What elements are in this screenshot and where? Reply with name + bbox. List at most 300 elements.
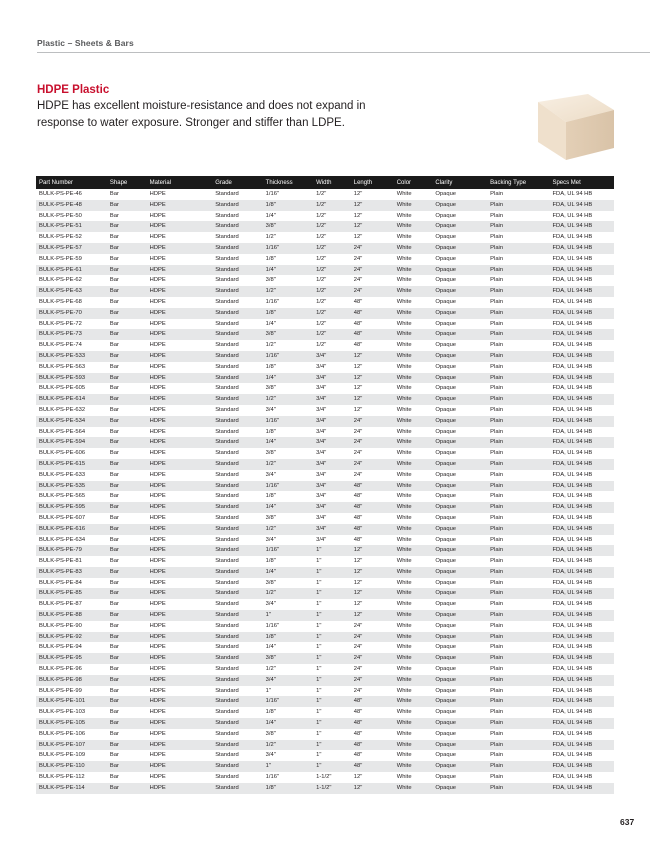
table-cell: 1/2" — [316, 223, 327, 230]
table-cell: 1" — [316, 590, 322, 597]
table-cell: Bar — [109, 471, 119, 478]
table-cell: White — [396, 320, 412, 327]
table-cell: Opaque — [435, 525, 457, 532]
table-cell: Opaque — [435, 558, 457, 565]
table-cell: FDA, UL 94 HB — [552, 309, 593, 316]
table-cell: Plain — [490, 320, 504, 327]
table-cell: White — [396, 763, 412, 770]
table-cell: 3/8" — [265, 450, 276, 457]
table-row — [36, 491, 614, 502]
table-cell: BULK-PS-PE-607 — [39, 514, 86, 521]
table-cell: Bar — [109, 590, 119, 597]
column-header: Grade — [215, 179, 232, 186]
table-cell: HDPE — [149, 309, 166, 316]
table-cell: Plain — [490, 547, 504, 554]
table-cell: Plain — [490, 352, 504, 359]
table-row — [36, 416, 614, 427]
table-cell: Bar — [109, 482, 119, 489]
table-cell: HDPE — [149, 752, 166, 759]
table-cell: FDA, UL 94 HB — [552, 644, 593, 651]
table-cell: FDA, UL 94 HB — [552, 590, 593, 597]
table-cell: 3/4" — [316, 460, 327, 467]
table-cell: 1/8" — [265, 428, 276, 435]
table-cell: FDA, UL 94 HB — [552, 417, 593, 424]
table-cell: BULK-PS-PE-594 — [39, 439, 86, 446]
table-cell: FDA, UL 94 HB — [552, 525, 593, 532]
table-row — [36, 545, 614, 556]
table-cell: 1/16" — [265, 244, 280, 251]
table-cell: FDA, UL 94 HB — [552, 385, 593, 392]
table-cell: Bar — [109, 352, 119, 359]
table-cell: Plain — [490, 601, 504, 608]
table-cell: 3/4" — [316, 428, 327, 435]
table-cell: White — [396, 342, 412, 349]
table-cell: Opaque — [435, 536, 457, 543]
column-header: Backing Type — [490, 179, 527, 186]
table-cell: Bar — [109, 676, 119, 683]
table-cell: Opaque — [435, 223, 457, 230]
table-cell: 1/2" — [316, 266, 327, 273]
table-cell: HDPE — [149, 547, 166, 554]
table-cell: BULK-PS-PE-48 — [39, 201, 82, 208]
table-cell: 12" — [353, 396, 363, 403]
table-cell: FDA, UL 94 HB — [552, 568, 593, 575]
table-cell: Opaque — [435, 741, 457, 748]
table-cell: BULK-PS-PE-83 — [39, 568, 82, 575]
table-header-row — [36, 176, 614, 189]
table-cell: 3/4" — [316, 352, 327, 359]
table-cell: Standard — [215, 201, 239, 208]
table-cell: HDPE — [149, 612, 166, 619]
table-cell: Standard — [215, 428, 239, 435]
table-cell: BULK-PS-PE-114 — [39, 784, 85, 791]
table-cell: 12" — [353, 234, 363, 241]
table-cell: 3/4" — [316, 363, 327, 370]
table-cell: BULK-PS-PE-46 — [39, 191, 82, 197]
table-cell: BULK-PS-PE-88 — [39, 612, 82, 619]
table-cell: Plain — [490, 720, 504, 727]
table-cell: BULK-PS-PE-84 — [39, 579, 82, 586]
table-cell: 1" — [265, 763, 271, 770]
table-cell: 1/2" — [265, 342, 276, 349]
column-header: Specs Met — [552, 179, 581, 186]
table-cell: HDPE — [149, 590, 166, 597]
table-cell: 3/4" — [316, 396, 327, 403]
table-cell: White — [396, 471, 412, 478]
table-cell: Standard — [215, 266, 239, 273]
table-cell: 1/8" — [265, 558, 276, 565]
product-description: HDPE has excellent moisture-resistance and does not expand in response to water exposure. Stronger and stiffer than LDPE. — [37, 100, 366, 129]
table-cell: 48" — [353, 730, 363, 737]
table-cell: Bar — [109, 644, 119, 651]
table-cell: Plain — [490, 309, 504, 316]
table-row — [36, 275, 614, 286]
table-cell: Plain — [490, 385, 504, 392]
table-cell: 48" — [353, 525, 363, 532]
table-cell: 12" — [353, 579, 363, 586]
table-cell: FDA, UL 94 HB — [552, 266, 593, 273]
table-cell: 3/4" — [265, 406, 276, 413]
table-cell: 1" — [316, 752, 322, 759]
table-cell: 1" — [316, 730, 322, 737]
table-cell: White — [396, 352, 412, 359]
table-row — [36, 340, 614, 351]
column-header: Length — [353, 179, 373, 186]
table-cell: 1/8" — [265, 309, 276, 316]
table-cell: 12" — [353, 191, 363, 197]
table-cell: FDA, UL 94 HB — [552, 698, 593, 705]
table-cell: HDPE — [149, 223, 166, 230]
table-cell: FDA, UL 94 HB — [552, 234, 593, 241]
table-row — [36, 470, 614, 481]
table-cell: BULK-PS-PE-106 — [39, 730, 86, 737]
table-cell: HDPE — [149, 342, 166, 349]
table-cell: White — [396, 644, 412, 651]
table-cell: HDPE — [149, 741, 166, 748]
table-cell: HDPE — [149, 191, 166, 197]
table-cell: HDPE — [149, 320, 166, 327]
table-cell: 1" — [316, 741, 322, 748]
page-number: 637 — [620, 817, 635, 827]
table-cell: Standard — [215, 342, 239, 349]
table-cell: FDA, UL 94 HB — [552, 374, 593, 381]
table-cell: HDPE — [149, 655, 166, 662]
table-cell: HDPE — [149, 212, 166, 219]
table-cell: Opaque — [435, 471, 457, 478]
table-cell: White — [396, 601, 412, 608]
table-cell: Plain — [490, 525, 504, 532]
table-cell: 12" — [353, 406, 363, 413]
table-cell: White — [396, 709, 412, 716]
table-cell: HDPE — [149, 774, 166, 781]
table-row — [36, 254, 614, 265]
table-cell: Plain — [490, 212, 504, 219]
table-cell: 3/4" — [316, 514, 327, 521]
table-cell: FDA, UL 94 HB — [552, 363, 593, 370]
table-cell: Bar — [109, 579, 119, 586]
table-cell: Opaque — [435, 191, 457, 197]
table-cell: Opaque — [435, 590, 457, 597]
table-cell: Bar — [109, 514, 119, 521]
table-cell: 1" — [316, 687, 322, 694]
table-cell: BULK-PS-PE-633 — [39, 471, 86, 478]
table-cell: 1/16" — [265, 352, 280, 359]
table-cell: Standard — [215, 774, 239, 781]
table-cell: Standard — [215, 439, 239, 446]
table-cell: HDPE — [149, 352, 166, 359]
table-cell: 24" — [353, 244, 363, 251]
table-cell: Standard — [215, 277, 239, 284]
table-row — [36, 211, 614, 222]
table-cell: Opaque — [435, 374, 457, 381]
table-cell: BULK-PS-PE-101 — [39, 698, 86, 705]
table-cell: Plain — [490, 676, 504, 683]
table-cell: Opaque — [435, 244, 457, 251]
column-header: Shape — [109, 179, 128, 186]
table-cell: HDPE — [149, 493, 166, 500]
table-cell: 1/2" — [316, 342, 327, 349]
table-cell: Standard — [215, 450, 239, 457]
table-cell: HDPE — [149, 687, 166, 694]
table-cell: 3/4" — [316, 525, 327, 532]
table-cell: Standard — [215, 396, 239, 403]
table-cell: 3/4" — [316, 385, 327, 392]
table-cell: HDPE — [149, 504, 166, 511]
table-cell: Bar — [109, 342, 119, 349]
table-cell: 24" — [353, 666, 363, 673]
table-cell: BULK-PS-PE-98 — [39, 676, 82, 683]
table-cell: Standard — [215, 547, 239, 554]
table-cell: HDPE — [149, 298, 166, 305]
table-cell: BULK-PS-PE-564 — [39, 428, 86, 435]
table-cell: 1/4" — [265, 439, 276, 446]
table-cell: 3/4" — [316, 493, 327, 500]
table-cell: FDA, UL 94 HB — [552, 763, 593, 770]
table-cell: Standard — [215, 579, 239, 586]
table-cell: 1" — [316, 579, 322, 586]
table-cell: Bar — [109, 741, 119, 748]
table-cell: BULK-PS-PE-565 — [39, 493, 86, 500]
table-cell: White — [396, 774, 412, 781]
table-cell: HDPE — [149, 482, 166, 489]
table-cell: HDPE — [149, 698, 166, 705]
table-cell: 1" — [316, 763, 322, 770]
table-cell: 1/4" — [265, 374, 276, 381]
table-cell: 1/2" — [316, 288, 327, 295]
table-cell: Opaque — [435, 504, 457, 511]
table-cell: FDA, UL 94 HB — [552, 730, 593, 737]
table-cell: 1/2" — [265, 590, 276, 597]
table-cell: Opaque — [435, 266, 457, 273]
table-cell: Opaque — [435, 622, 457, 629]
table-cell: 1" — [316, 547, 322, 554]
table-cell: Bar — [109, 331, 119, 338]
table-cell: 24" — [353, 687, 363, 694]
table-cell: BULK-PS-PE-535 — [39, 482, 86, 489]
table-cell: Standard — [215, 687, 239, 694]
table-cell: BULK-PS-PE-103 — [39, 709, 86, 716]
table-cell: 48" — [353, 720, 363, 727]
table-cell: HDPE — [149, 428, 166, 435]
table-cell: Bar — [109, 417, 119, 424]
table-cell: 24" — [353, 288, 363, 295]
table-cell: Bar — [109, 288, 119, 295]
table-cell: Plain — [490, 439, 504, 446]
table-cell: Standard — [215, 352, 239, 359]
table-cell: FDA, UL 94 HB — [552, 676, 593, 683]
table-cell: Opaque — [435, 784, 457, 791]
table-cell: Plain — [490, 514, 504, 521]
table-cell: HDPE — [149, 234, 166, 241]
table-row — [36, 610, 614, 621]
table-row — [36, 221, 614, 232]
table-cell: BULK-PS-PE-79 — [39, 547, 82, 554]
table-cell: BULK-PS-PE-534 — [39, 417, 86, 424]
table-cell: White — [396, 363, 412, 370]
table-cell: Standard — [215, 514, 239, 521]
table-cell: FDA, UL 94 HB — [552, 439, 593, 446]
table-cell: Opaque — [435, 363, 457, 370]
table-cell: White — [396, 514, 412, 521]
table-cell: Opaque — [435, 752, 457, 759]
table-cell: Opaque — [435, 687, 457, 694]
table-row — [36, 459, 614, 470]
table-cell: White — [396, 590, 412, 597]
table-cell: White — [396, 406, 412, 413]
table-cell: BULK-PS-PE-57 — [39, 244, 82, 251]
table-cell: Plain — [490, 655, 504, 662]
table-cell: 3/4" — [316, 417, 327, 424]
table-cell: BULK-PS-PE-50 — [39, 212, 82, 219]
table-cell: BULK-PS-PE-85 — [39, 590, 82, 597]
table-cell: BULK-PS-PE-73 — [39, 331, 82, 338]
table-cell: White — [396, 687, 412, 694]
table-cell: White — [396, 720, 412, 727]
table-cell: Plain — [490, 428, 504, 435]
table-cell: Standard — [215, 255, 239, 262]
table-cell: BULK-PS-PE-563 — [39, 363, 86, 370]
table-cell: Opaque — [435, 720, 457, 727]
table-cell: FDA, UL 94 HB — [552, 201, 593, 208]
table-cell: 3/4" — [316, 504, 327, 511]
table-cell: Standard — [215, 612, 239, 619]
table-cell: 1" — [316, 633, 322, 640]
table-row — [36, 394, 614, 405]
table-cell: FDA, UL 94 HB — [552, 601, 593, 608]
table-cell: White — [396, 428, 412, 435]
table-cell: HDPE — [149, 363, 166, 370]
table-cell: 1/4" — [265, 720, 276, 727]
table-cell: Standard — [215, 568, 239, 575]
table-cell: 1" — [316, 622, 322, 629]
table-row — [36, 567, 614, 578]
table-cell: 1/2" — [316, 191, 327, 197]
table-cell: Opaque — [435, 655, 457, 662]
table-row — [36, 578, 614, 589]
table-cell: Bar — [109, 730, 119, 737]
table-cell: 12" — [353, 590, 363, 597]
table-cell: 1/2" — [316, 255, 327, 262]
column-header: Thickness — [265, 179, 293, 186]
table-cell: Plain — [490, 730, 504, 737]
table-row — [36, 351, 614, 362]
table-cell: 1" — [316, 601, 322, 608]
table-cell: HDPE — [149, 514, 166, 521]
table-cell: 48" — [353, 298, 363, 305]
table-cell: 1/8" — [265, 201, 276, 208]
table-cell: 1" — [316, 698, 322, 705]
table-cell: Plain — [490, 342, 504, 349]
table-cell: BULK-PS-PE-606 — [39, 450, 86, 457]
table-row — [36, 783, 614, 794]
table-cell: HDPE — [149, 288, 166, 295]
table-cell: HDPE — [149, 450, 166, 457]
table-cell: 1/2" — [265, 234, 276, 241]
table-row — [36, 686, 614, 697]
table-cell: 48" — [353, 741, 363, 748]
table-cell: Bar — [109, 450, 119, 457]
table-cell: Opaque — [435, 201, 457, 208]
table-cell: Bar — [109, 504, 119, 511]
parts-table — [36, 176, 614, 794]
table-cell: Opaque — [435, 568, 457, 575]
table-cell: BULK-PS-PE-605 — [39, 385, 86, 392]
table-cell: BULK-PS-PE-52 — [39, 234, 82, 241]
table-row — [36, 329, 614, 340]
table-cell: Bar — [109, 234, 119, 241]
table-cell: Plain — [490, 482, 504, 489]
table-cell: HDPE — [149, 439, 166, 446]
table-cell: White — [396, 331, 412, 338]
table-cell: Standard — [215, 698, 239, 705]
table-cell: BULK-PS-PE-107 — [39, 741, 86, 748]
table-cell: BULK-PS-PE-632 — [39, 406, 86, 413]
table-cell: FDA, UL 94 HB — [552, 406, 593, 413]
table-cell: Plain — [490, 374, 504, 381]
table-cell: FDA, UL 94 HB — [552, 288, 593, 295]
table-cell: FDA, UL 94 HB — [552, 612, 593, 619]
table-cell: White — [396, 547, 412, 554]
table-cell: White — [396, 244, 412, 251]
table-cell: Plain — [490, 417, 504, 424]
table-cell: Standard — [215, 298, 239, 305]
table-cell: FDA, UL 94 HB — [552, 784, 593, 791]
table-cell: 1/2" — [316, 234, 327, 241]
table-cell: 3/8" — [265, 655, 276, 662]
table-cell: Standard — [215, 622, 239, 629]
table-cell: BULK-PS-PE-634 — [39, 536, 86, 543]
table-cell: 1/16" — [265, 298, 280, 305]
table-cell: Bar — [109, 568, 119, 575]
table-cell: HDPE — [149, 460, 166, 467]
table-cell: 24" — [353, 460, 363, 467]
table-cell: FDA, UL 94 HB — [552, 493, 593, 500]
table-row — [36, 189, 614, 200]
table-cell: Opaque — [435, 774, 457, 781]
table-cell: Standard — [215, 590, 239, 597]
table-cell: Opaque — [435, 666, 457, 673]
table-cell: BULK-PS-PE-105 — [39, 720, 86, 727]
table-cell: 12" — [353, 784, 363, 791]
table-cell: Plain — [490, 331, 504, 338]
table-cell: Standard — [215, 601, 239, 608]
table-cell: Standard — [215, 223, 239, 230]
table-cell: Bar — [109, 601, 119, 608]
hdpe-material-image — [536, 92, 614, 162]
table-cell: Standard — [215, 331, 239, 338]
table-cell: 1/4" — [265, 644, 276, 651]
table-row — [36, 448, 614, 459]
table-cell: BULK-PS-PE-92 — [39, 633, 82, 640]
table-cell: Opaque — [435, 288, 457, 295]
table-cell: 1/2" — [316, 298, 327, 305]
table-cell: Plain — [490, 255, 504, 262]
table-cell: BULK-PS-PE-593 — [39, 374, 86, 381]
table-cell: Opaque — [435, 234, 457, 241]
table-cell: Bar — [109, 687, 119, 694]
table-row — [36, 513, 614, 524]
header-divider — [37, 52, 650, 53]
table-cell: BULK-PS-PE-51 — [39, 223, 82, 230]
table-cell: 1-1/2" — [316, 774, 332, 781]
table-cell: Opaque — [435, 676, 457, 683]
table-cell: BULK-PS-PE-109 — [39, 752, 86, 759]
table-cell: Bar — [109, 784, 119, 791]
table-cell: 3/8" — [265, 579, 276, 586]
table-cell: White — [396, 201, 412, 208]
table-cell: Opaque — [435, 298, 457, 305]
table-cell: Opaque — [435, 320, 457, 327]
